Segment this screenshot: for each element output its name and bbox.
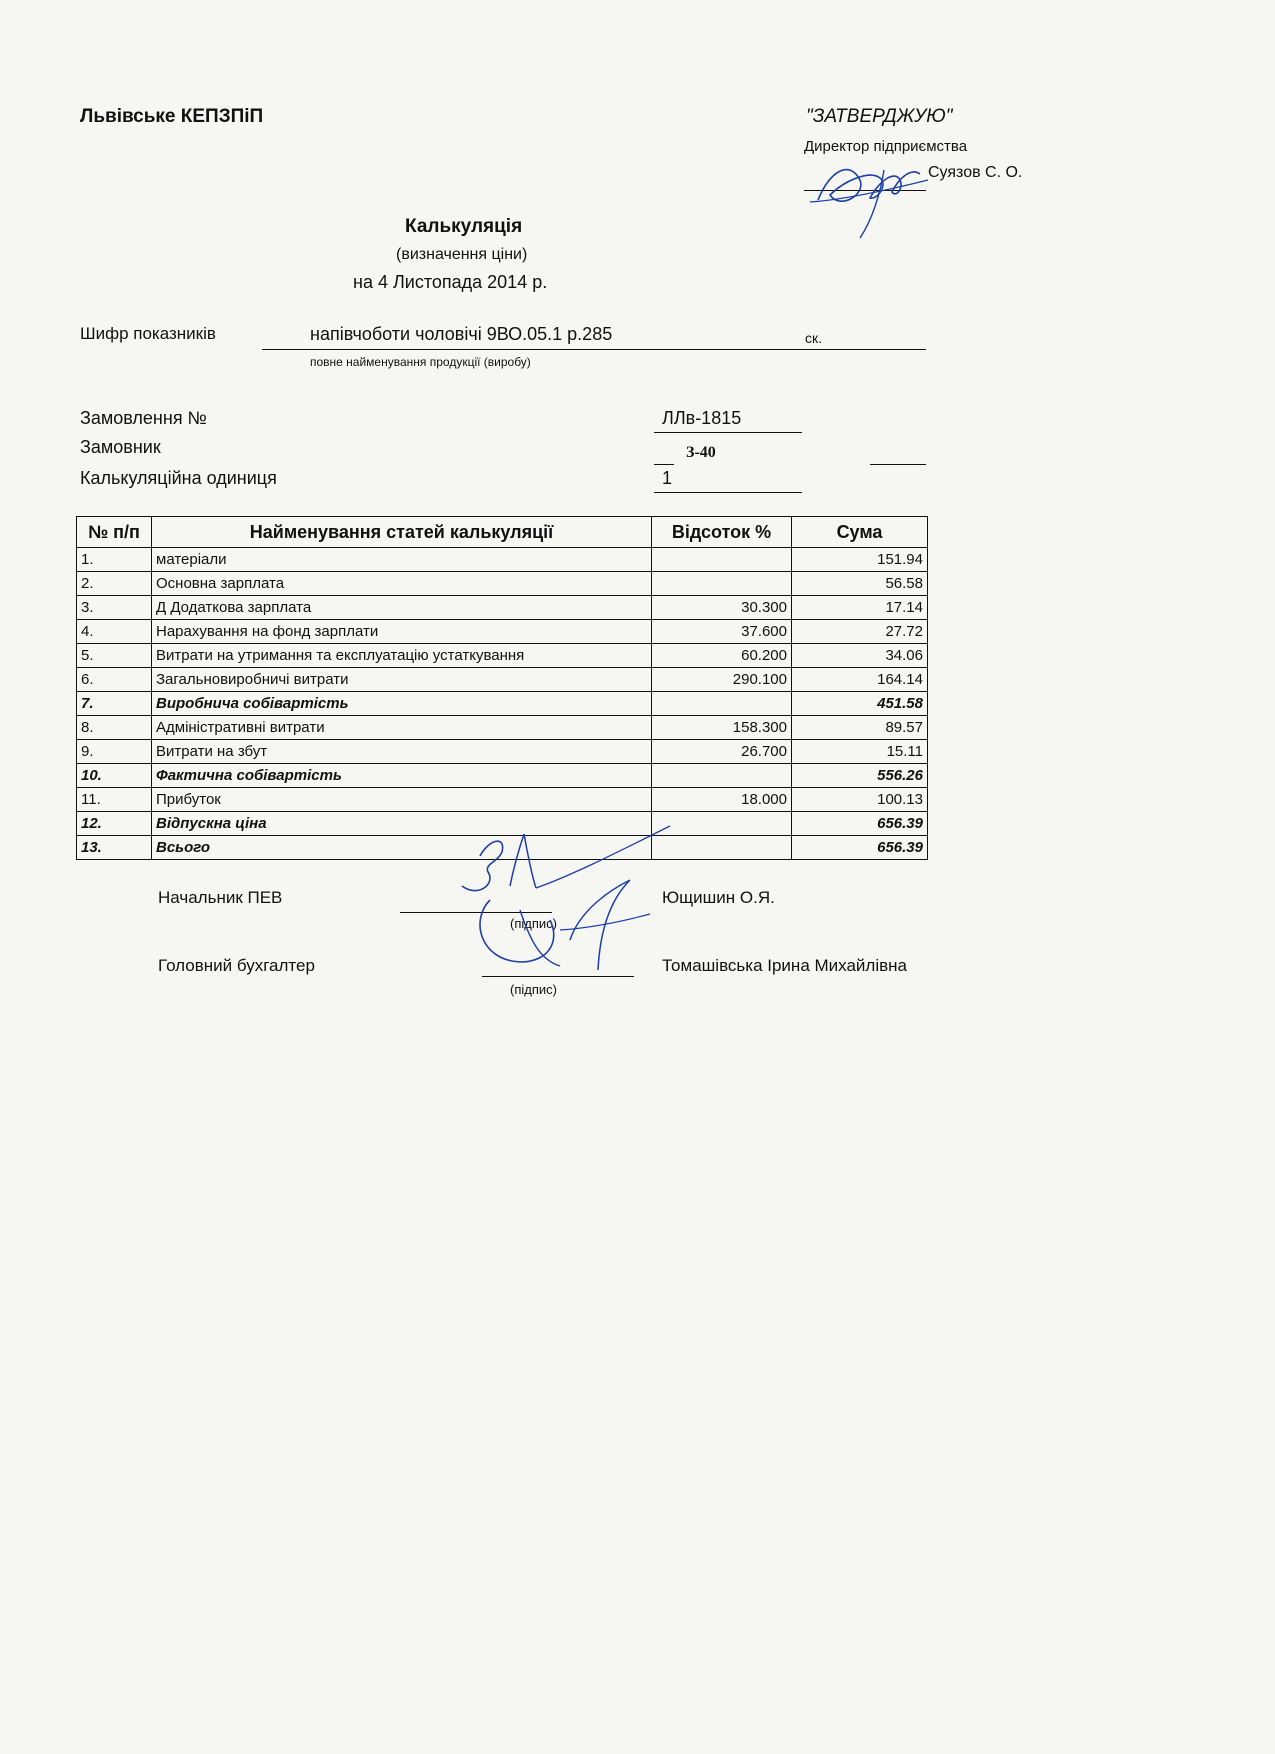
row-name: матеріали [152,548,652,572]
product-unit: ск. [805,330,823,346]
row-name: Прибуток [152,788,652,812]
row-percent: 26.700 [652,740,792,764]
row-number: 12. [77,812,152,836]
order-value: ЛЛв-1815 [662,408,742,428]
row-sum: 56.58 [792,572,928,596]
row-name: Адміністративні витрати [152,716,652,740]
row-number: 6. [77,668,152,692]
row-number: 5. [77,644,152,668]
col-header-sum: Сума [792,517,928,548]
row-number: 2. [77,572,152,596]
organization-name: Львівське КЕПЗПіП [80,106,264,127]
chief-name: Ющишин О.Я. [662,888,775,907]
row-percent [652,764,792,788]
row-sum: 556.26 [792,764,928,788]
customer-label: Замовник [80,437,161,457]
row-sum: 656.39 [792,812,928,836]
row-sum: 100.13 [792,788,928,812]
row-sum: 151.94 [792,548,928,572]
row-number: 1. [77,548,152,572]
table-row [77,740,928,764]
row-number: 9. [77,740,152,764]
table-row [77,596,928,620]
table-row [77,572,928,596]
document-title: Калькуляція [405,216,523,237]
order-label: Замовлення № [80,408,207,428]
document-date: на 4 Листопада 2014 р. [353,272,548,292]
table-row [77,644,928,668]
row-percent: 37.600 [652,620,792,644]
row-sum: 17.14 [792,596,928,620]
row-sum: 656.39 [792,836,928,860]
customer-value: З-40 [686,444,716,461]
calculation-table [76,516,928,860]
calc-unit-label: Калькуляційна одиниця [80,468,277,488]
col-header-percent: Відсоток % [652,517,792,548]
row-percent: 290.100 [652,668,792,692]
table-row [77,548,928,572]
row-sum: 27.72 [792,620,928,644]
row-name: Основна зарплата [152,572,652,596]
product-code-line [262,349,926,350]
table-header-row [77,517,928,548]
row-sum: 34.06 [792,644,928,668]
document-subtitle: (визначення ціни) [396,246,528,263]
row-name: Д Додаткова зарплата [152,596,652,620]
product-code-value: напівчоботи чоловічі 9ВО.05.1 р.285 [310,324,613,344]
row-number: 7. [77,692,152,716]
table-row [77,692,928,716]
calc-unit-value: 1 [662,468,673,488]
row-percent: 60.200 [652,644,792,668]
row-number: 13. [77,836,152,860]
accountant-title: Головний бухгалтер [158,956,315,975]
row-name: Виробнича собівартість [152,692,652,716]
order-line [654,432,802,433]
row-name: Фактична собівартість [152,764,652,788]
row-sum: 164.14 [792,668,928,692]
row-sum: 15.11 [792,740,928,764]
row-name: Витрати на збут [152,740,652,764]
accountant-name: Томашівська Ірина Михайлівна [662,956,907,975]
table-row [77,620,928,644]
chief-title: Начальник ПЕВ [158,888,283,907]
director-signature [800,140,940,240]
row-name: Загальновиробничі витрати [152,668,652,692]
approval-stamp: "ЗАТВЕРДЖУЮ" [806,106,953,127]
row-percent: 18.000 [652,788,792,812]
row-percent [652,548,792,572]
row-number: 8. [77,716,152,740]
row-sum: 451.58 [792,692,928,716]
table-row [77,788,928,812]
row-number: 11. [77,788,152,812]
row-name: Нарахування на фонд зарплати [152,620,652,644]
customer-line [654,464,674,465]
row-number: 4. [77,620,152,644]
customer-line [870,464,926,465]
col-header-number: № п/п [77,517,152,548]
row-percent [652,572,792,596]
accountant-signature [460,870,660,980]
director-name: Суязов С. О. [928,164,1023,181]
product-code-label: Шифр показників [80,324,216,343]
row-name: Відпускна ціна [152,812,652,836]
col-header-name: Найменування статей калькуляції [152,517,652,548]
row-name: Всього [152,836,652,860]
signature-caption: (підпис) [510,982,557,997]
row-percent: 30.300 [652,596,792,620]
row-percent [652,692,792,716]
table-row [77,764,928,788]
row-percent: 158.300 [652,716,792,740]
row-number: 10. [77,764,152,788]
table-row [77,668,928,692]
product-code-note: повне найменування продукції (виробу) [310,355,531,369]
row-number: 3. [77,596,152,620]
row-sum: 89.57 [792,716,928,740]
signature-caption: (підпис) [510,916,557,931]
director-title: Директор підприємства [804,138,968,155]
table-row [77,716,928,740]
row-name: Витрати на утримання та експлуатацію устаткування [152,644,652,668]
calc-unit-line [654,492,802,493]
